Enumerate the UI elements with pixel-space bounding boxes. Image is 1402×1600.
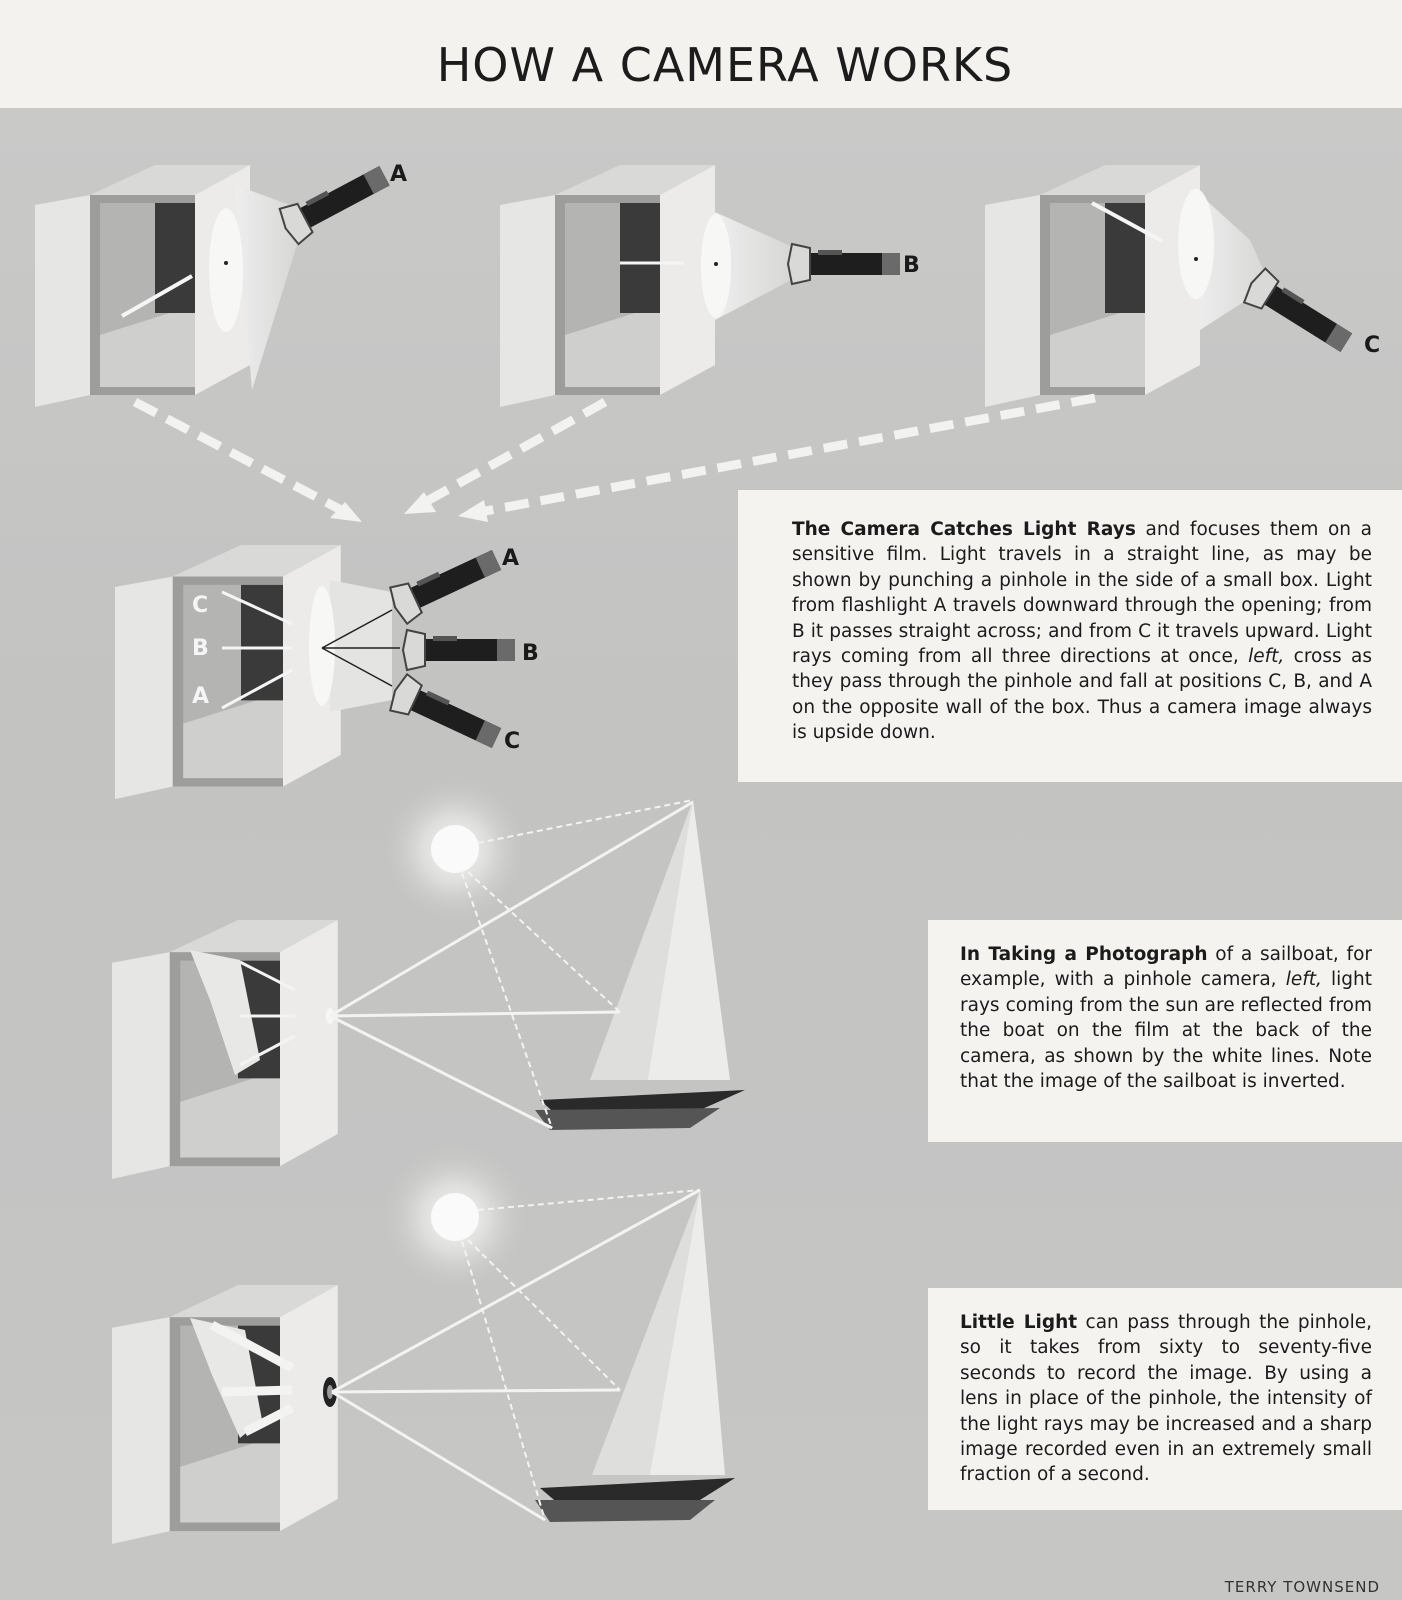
label-a-top: A [390,162,408,187]
caption-taking-photograph [928,920,1402,1142]
caption-1-body-b: cross as they pass through the pinhole and fall at positions C, B, and A on the opposite wall of the box. Thus a camera image always is upside down. [792,646,1372,744]
caption-3-lead: Little Light [960,1312,1078,1333]
caption-1-italic: left, [1248,646,1285,668]
label-c-top: C [1364,333,1381,358]
caption-little-light [928,1288,1402,1510]
arrow-heads [330,492,488,522]
label-c-inside: C [192,593,209,618]
label-a-mid: A [502,546,520,571]
sailboat-scene-pinhole [112,775,745,1179]
sailboat-scene-lens [112,1143,735,1544]
caption-2-lead: In Taking a Photograph [960,944,1208,965]
caption-1-body-a: and focuses them on a sensitive film. Light travels in a straight line, as may be shown by punching a pinhole in the side of a small box. Light from flashlight A travels downward through the opening; from B it passes straight across; and from C it travels upward. Light rays coming from all three directions at once, [792,519,1372,668]
caption-camera-catches-light [738,490,1402,782]
label-c-mid: C [504,729,521,754]
label-b-mid: B [522,641,539,666]
caption-2-body-b: light rays coming from the sun are reflected from the boat on the film at the back of the camera, as shown by the white lines. Note that the image of the sailboat is inverted. [960,969,1372,1093]
label-b-inside: B [192,636,209,661]
box-figure-combined [115,542,539,799]
caption-3-body: can pass through the pinhole, so it takes from sixty to seventy-five seconds to record the image. By using a lens in place of the pinhole, the intensity of the light rays may be increased and a sharp image recorded even in an extremely small fraction of a second. [960,1312,1372,1486]
artist-credit: TERRY TOWNSEND [1224,1578,1380,1596]
label-a-inside: A [192,684,210,709]
page-title: HOW A CAMERA WORKS [436,38,1014,92]
label-b-top: B [903,253,920,278]
box-figure-a [35,158,407,407]
caption-2-italic: left, [1285,969,1322,991]
caption-1-lead: The Camera Catches Light Rays [792,519,1136,540]
box-figure-c [985,165,1380,407]
caption-2-body-a: of a sailboat, for example, with a pinhole camera, [960,944,1372,991]
box-figure-b [500,165,920,407]
